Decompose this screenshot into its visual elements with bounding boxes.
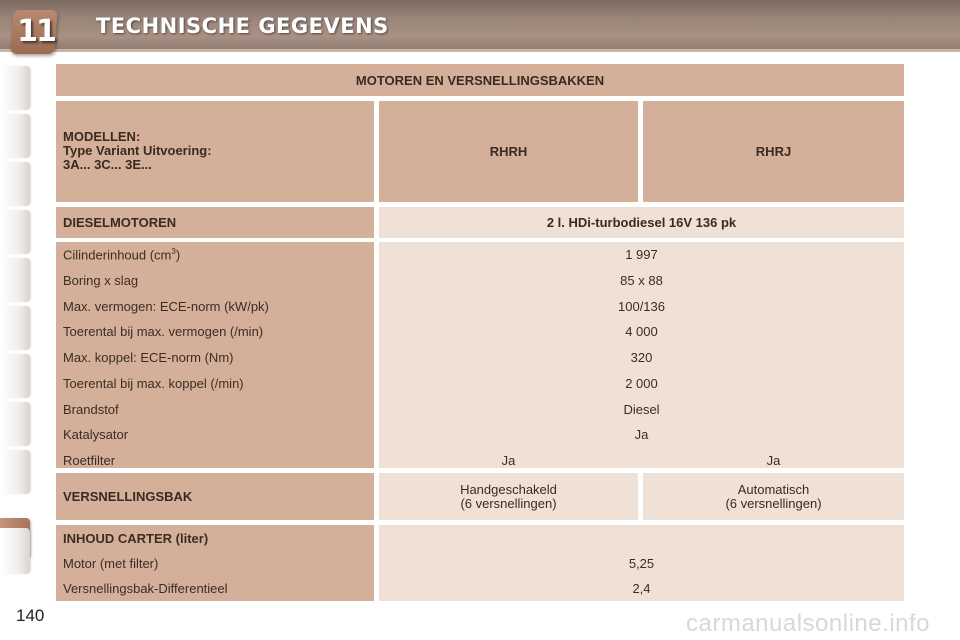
spec-value: Ja: [634, 427, 649, 443]
side-tab-3[interactable]: [0, 162, 30, 206]
gearbox-label: VERSNELLINGSBAK: [56, 473, 374, 520]
spec-row: [56, 268, 663, 294]
spec-row: [56, 422, 649, 448]
side-tab-2[interactable]: [0, 114, 30, 158]
diesel-label: DIESELMOTOREN: [56, 207, 374, 238]
spec-row: [56, 345, 653, 371]
spec-row: [56, 371, 658, 397]
spec-value: 320: [630, 350, 653, 366]
spec-row: [56, 319, 658, 345]
page-title: TECHNISCHE GEGEVENS: [96, 14, 389, 38]
model-rhrj: RHRJ: [643, 101, 904, 202]
diesel-value: 2 l. HDi-turbodiesel 16V 136 pk: [379, 207, 904, 238]
spec-row: [56, 242, 658, 268]
side-tab-7[interactable]: [0, 354, 30, 398]
spec-row: [56, 551, 655, 576]
gearbox-automatic-type: Automatisch: [737, 481, 810, 497]
spec-label: Max. vermogen: ECE-norm (kW/pk): [63, 298, 269, 314]
gearbox-manual: [379, 473, 638, 520]
side-tab-1[interactable]: [0, 66, 30, 110]
side-tab-4[interactable]: [0, 210, 30, 254]
spec-label: Toerental bij max. vermogen (/min): [63, 324, 264, 340]
spec-label: Boring x slag: [63, 273, 139, 289]
spec-value: 2 000: [625, 375, 658, 391]
spec-value: 5,25: [628, 556, 655, 571]
spec-label: Katalysator: [63, 427, 129, 443]
spec-label: Cilinderinhoud $(cm^3)$: [63, 247, 181, 263]
gearbox-automatic: [643, 473, 904, 520]
side-tab-9[interactable]: [0, 450, 30, 494]
spec-value-rhrj: Ja: [766, 452, 781, 468]
spec-label: Brandstof: [63, 401, 119, 417]
section-title: MOTOREN EN VERSNELLINGSBAKKEN: [56, 64, 904, 96]
spec-value: 100/136: [618, 298, 665, 314]
specs-rows: [56, 242, 904, 468]
carter-label: INHOUD CARTER (liter): [63, 530, 209, 546]
spec-row: [56, 448, 781, 474]
models-header: [56, 101, 374, 202]
spec-value: 4 000: [625, 324, 658, 340]
side-tab-5[interactable]: [0, 258, 30, 302]
spec-value: 2,4: [632, 581, 651, 596]
carter-header-row: [56, 525, 375, 551]
gearbox-automatic-gears: (6 versnellingen): [725, 495, 822, 511]
spec-row: [56, 576, 651, 601]
spec-label: Motor (met filter): [63, 556, 159, 571]
spec-value: 85 x 88: [620, 273, 663, 289]
spec-row: [56, 396, 660, 422]
spec-label: Toerental bij max. koppel (/min): [63, 375, 244, 391]
side-tab-6[interactable]: [0, 306, 30, 350]
model-rhrh: RHRH: [379, 101, 638, 202]
side-tab-12[interactable]: [0, 528, 30, 574]
side-tab-8[interactable]: [0, 402, 30, 446]
gearbox-manual-type: Handgeschakeld: [460, 481, 557, 497]
watermark: carmanualsonline.info: [686, 610, 930, 637]
models-type-label: Type Variant Uitvoering:: [63, 143, 212, 158]
spec-value: 1 997: [625, 247, 658, 263]
spec-label: Versnellingsbak-Differentieel: [63, 581, 228, 596]
spec-value: Diesel: [623, 401, 660, 417]
spec-row: [56, 293, 665, 319]
models-label: MODELLEN:: [63, 129, 141, 144]
spec-label: Roetfilter: [63, 452, 116, 468]
chapter-number: 11: [17, 14, 55, 49]
gearbox-manual-gears: (6 versnellingen): [460, 495, 557, 511]
models-codes: 3A... 3C... 3E...: [63, 157, 152, 172]
page-number: 140: [16, 606, 45, 625]
spec-value-rhrh: Ja: [501, 452, 516, 468]
spec-label: Max. koppel: ECE-norm (Nm): [63, 350, 234, 366]
